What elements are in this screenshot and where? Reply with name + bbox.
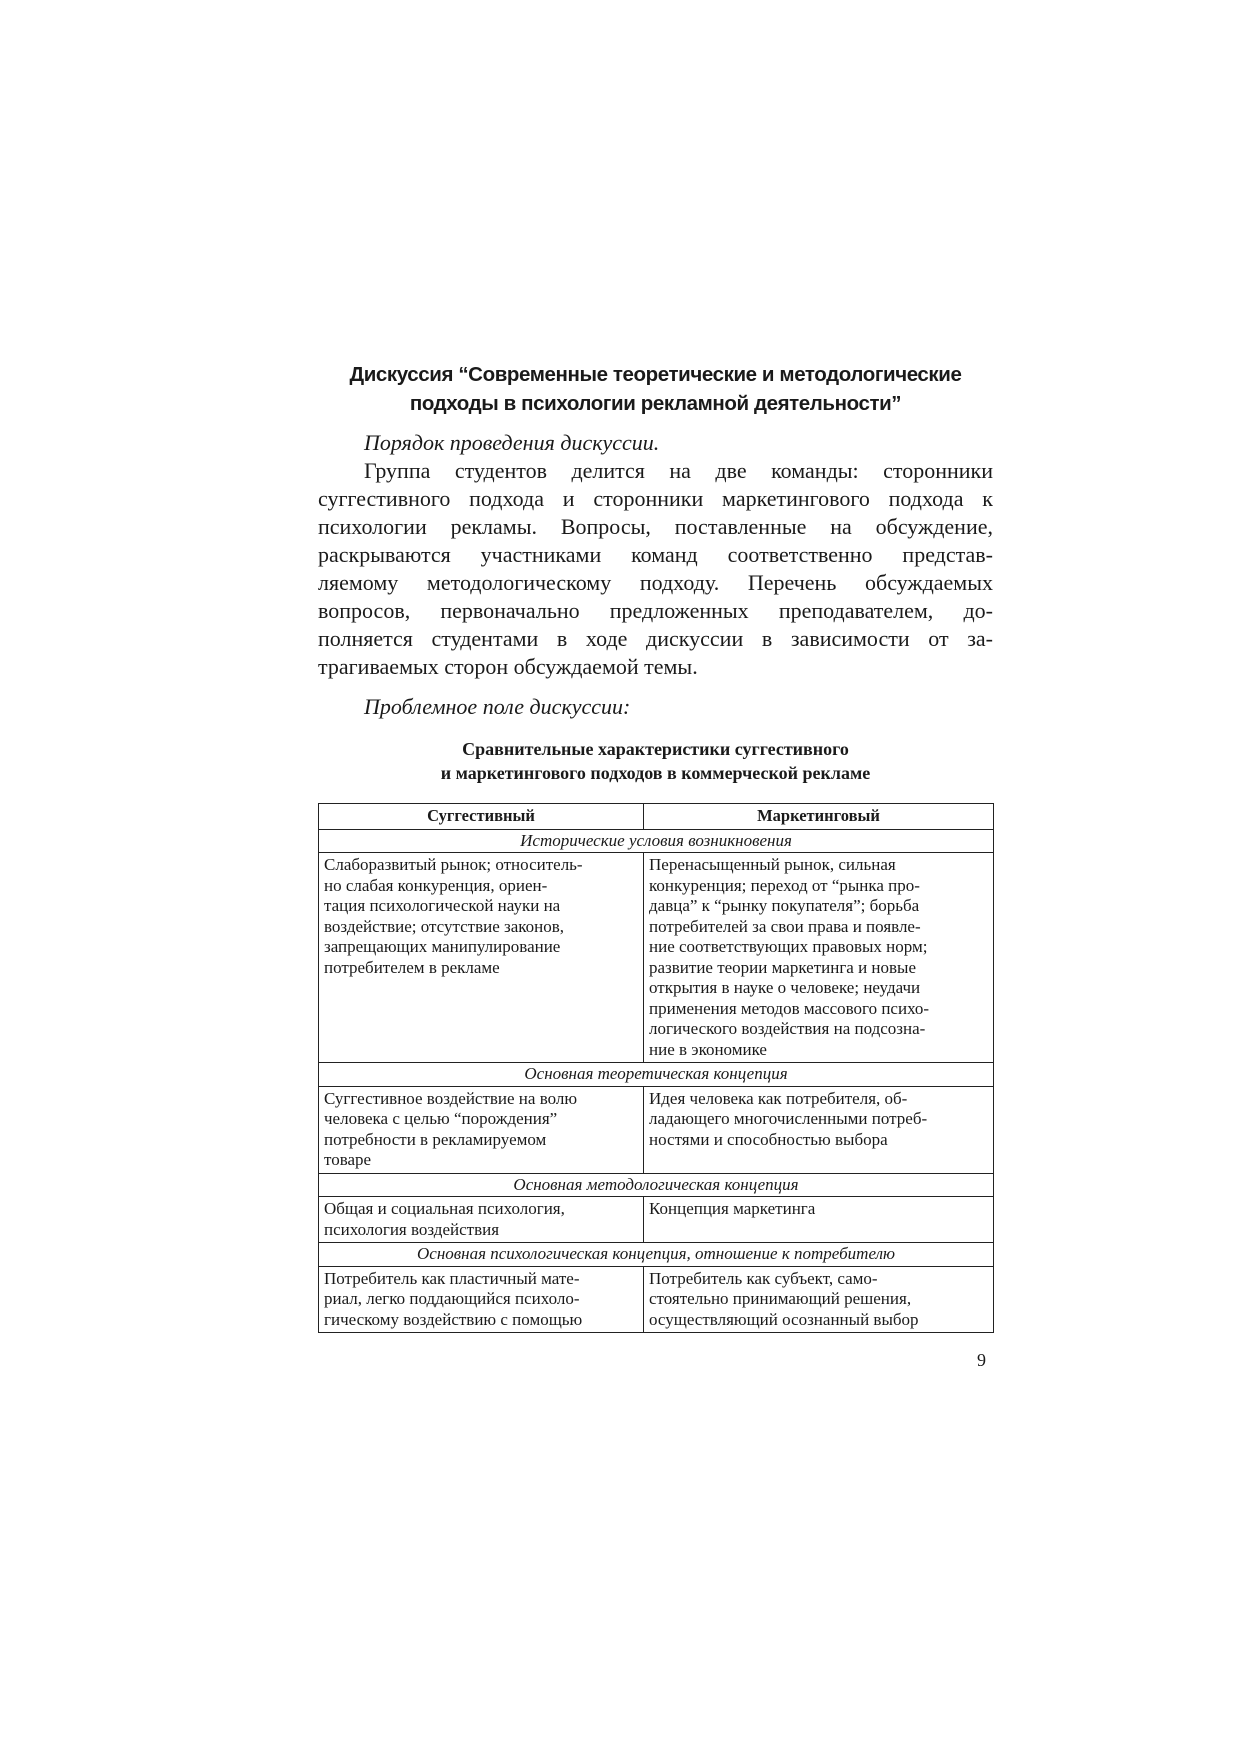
procedure-paragraph: [318, 457, 993, 681]
table-caption: [318, 737, 993, 785]
cell-line: стоятельно принимающий решения,: [649, 1289, 912, 1308]
cell-line: Суггестивное воздействие на волю: [324, 1088, 578, 1108]
table-row: [319, 1197, 994, 1243]
paragraph-line: раскрываются участниками команд соответственно представ-: [318, 542, 993, 567]
cell-line: развитие теории маркетинга и новые: [649, 957, 917, 977]
header-suggestive: Суггестивный: [319, 804, 644, 830]
paragraph-line: полняется студентами в ходе дискуссии в зависимости от за-: [318, 626, 993, 651]
cell-line: логического воздействия на подсозна-: [649, 1019, 926, 1038]
cell-line: потребителей за свои права и появле-: [649, 916, 921, 936]
table-section-row: [319, 1173, 994, 1197]
cell-line: но слабая конкуренция, ориен-: [324, 875, 548, 895]
suggestive-cell: [319, 1266, 644, 1333]
suggestive-cell: [319, 1197, 644, 1243]
section-title: Основная методологическая концепция: [319, 1173, 994, 1197]
heading-line-2: подходы в психологии рекламной деятельности”: [409, 392, 902, 415]
table-section-row: [319, 829, 994, 853]
section-title: Основная теоретическая концепция: [319, 1063, 994, 1087]
cell-line: Перенасыщенный рынок, сильная: [649, 855, 896, 874]
table-section-row: [319, 1243, 994, 1267]
cell-line: ладающего многочисленными потреб-: [649, 1109, 928, 1128]
paragraph-line: трагиваемых сторон обсуждаемой темы.: [318, 654, 698, 679]
table-row: [319, 853, 994, 1063]
cell-line: воздействие; отсутствие законов,: [324, 916, 565, 936]
paragraph-line: психологии рекламы. Вопросы, поставленные на обсуждение,: [318, 514, 993, 539]
suggestive-cell: [319, 1086, 644, 1173]
table-header-row: [319, 804, 994, 830]
comparison-table: [318, 803, 994, 1333]
cell-line: осуществляющий осознанный выбор: [649, 1309, 919, 1329]
table-row: [319, 1086, 994, 1173]
problem-title: Проблемное поле дискуссии:: [364, 694, 631, 719]
paragraph-line: ляемому методологическому подходу. Перечень обсуждаемых: [318, 570, 993, 595]
procedure-title: Порядок проведения дискуссии.: [364, 430, 660, 455]
cell-line: запрещающих манипулирование: [324, 937, 561, 956]
paragraph-line: вопросов, первоначально предложенных преподавателем, до-: [318, 598, 993, 623]
cell-line: товаре: [324, 1150, 372, 1169]
cell-line: ние соответствующих правовых норм;: [649, 937, 928, 956]
header-marketing: Маркетинговый: [644, 804, 994, 830]
cell-line: Потребитель как субъект, само-: [649, 1268, 878, 1288]
heading-line-1: Дискуссия “Современные теоретические и методологические: [349, 363, 962, 386]
marketing-cell: [644, 1197, 994, 1243]
caption-line-1: Сравнительные характеристики суггестивного: [462, 739, 849, 759]
cell-line: применения методов массового психо-: [649, 998, 930, 1018]
cell-line: ние в экономике: [649, 1039, 767, 1059]
section-title: Основная психологическая концепция, отношение к потребителю: [319, 1243, 994, 1267]
paragraph-line: Группа студентов делится на две команды: сторонники: [364, 458, 993, 483]
cell-line: риал, легко поддающийся психоло-: [324, 1289, 580, 1308]
table-section-row: [319, 1063, 994, 1087]
cell-line: психология воздействия: [324, 1219, 500, 1239]
paragraph-line: суггестивного подхода и сторонники маркетингового подхода к: [318, 486, 993, 511]
table-row: [319, 1266, 994, 1333]
table-body: [319, 829, 994, 1333]
marketing-cell: [644, 853, 994, 1063]
page-content: [318, 360, 993, 1333]
cell-line: гическому воздействию с помощью: [324, 1309, 583, 1329]
cell-line: Концепция маркетинга: [649, 1199, 816, 1218]
cell-line: потребности в рекламируемом: [324, 1129, 547, 1149]
cell-line: давца” к “рынку покупателя”; борьба: [649, 896, 920, 915]
suggestive-cell: [319, 853, 644, 1063]
cell-line: конкуренция; переход от “рынка про-: [649, 875, 920, 895]
cell-line: Слаборазвитый рынок; относитель-: [324, 855, 583, 874]
cell-line: ностями и способностью выбора: [649, 1129, 888, 1149]
cell-line: потребителем в рекламе: [324, 957, 500, 977]
cell-line: открытия в науке о человеке; неудачи: [649, 978, 921, 997]
cell-line: Общая и социальная психология,: [324, 1199, 565, 1218]
cell-line: человека с целью “порождения”: [324, 1109, 558, 1128]
discussion-heading: [318, 360, 993, 418]
cell-line: тация психологической науки на: [324, 896, 561, 915]
cell-line: Идея человека как потребителя, об-: [649, 1088, 908, 1108]
page-number: 9: [977, 1350, 986, 1370]
marketing-cell: [644, 1266, 994, 1333]
marketing-cell: [644, 1086, 994, 1173]
caption-line-2: и маркетингового подходов в коммерческой рекламе: [440, 763, 871, 783]
cell-line: Потребитель как пластичный мате-: [324, 1268, 580, 1288]
section-title: Исторические условия возникновения: [319, 829, 994, 853]
